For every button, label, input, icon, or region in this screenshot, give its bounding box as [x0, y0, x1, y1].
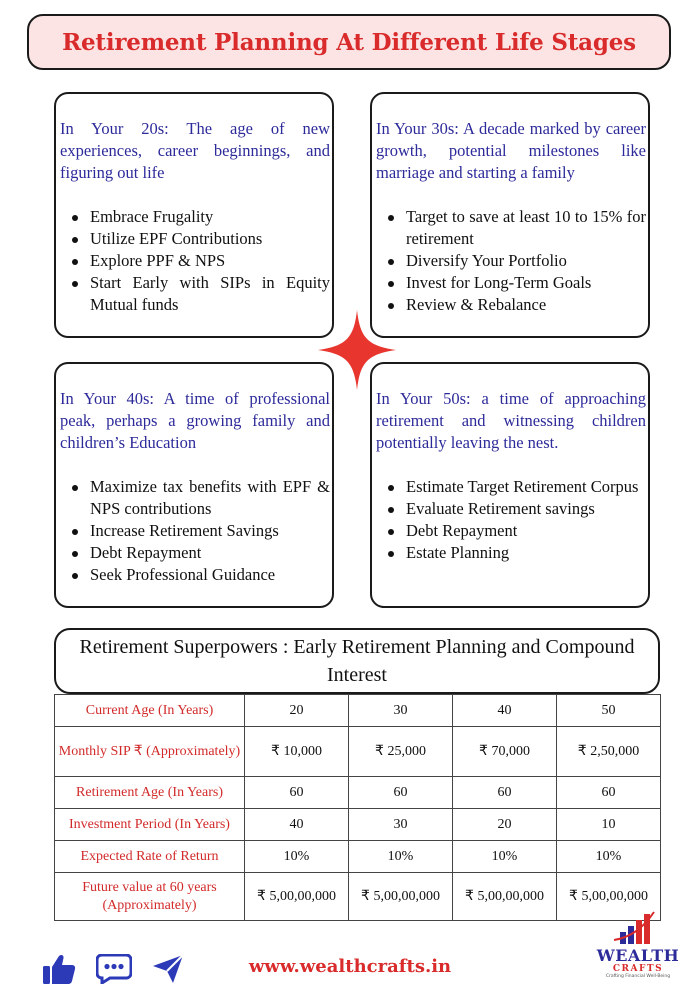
- table-cell: 60: [453, 777, 557, 809]
- list-item: Estate Planning: [384, 542, 646, 564]
- row-label: Expected Rate of Return: [55, 841, 245, 873]
- row-label: Investment Period (In Years): [55, 809, 245, 841]
- table-cell: ₹ 5,00,00,000: [245, 873, 349, 921]
- title-banner: [27, 14, 671, 70]
- table-cell: 50: [557, 695, 661, 727]
- table-cell: 10%: [557, 841, 661, 873]
- four-point-star-icon: [318, 310, 396, 390]
- table-cell: ₹ 25,000: [349, 727, 453, 777]
- list-item: Target to save at least 10 to 15% for retirement: [384, 206, 646, 250]
- list-item: Embrace Frugality: [68, 206, 330, 228]
- logo-wordmark: WEALTH: [596, 946, 680, 965]
- stage-points: [384, 476, 646, 564]
- logo-tagline: Crafting Financial Well-Being: [605, 974, 671, 979]
- table-cell: ₹ 5,00,00,000: [349, 873, 453, 921]
- table-cell: 30: [349, 809, 453, 841]
- list-item: Increase Retirement Savings: [68, 520, 330, 542]
- stage-points: [68, 206, 330, 316]
- stage-points: [68, 476, 330, 586]
- list-item: Start Early with SIPs in Equity Mutual funds: [68, 272, 330, 316]
- table-cell: ₹ 5,00,00,000: [557, 873, 661, 921]
- table-cell: 60: [349, 777, 453, 809]
- table-row: [55, 777, 661, 809]
- list-item: Explore PPF & NPS: [68, 250, 330, 272]
- table-cell: 10%: [453, 841, 557, 873]
- table-cell: 10%: [349, 841, 453, 873]
- row-label: Monthly SIP ₹ (Approximately): [55, 727, 245, 777]
- table-cell: 40: [453, 695, 557, 727]
- row-label: Retirement Age (In Years): [55, 777, 245, 809]
- list-item: Maximize tax benefits with EPF & NPS contributions: [68, 476, 330, 520]
- table-cell: 30: [349, 695, 453, 727]
- stage-card-40s: [54, 362, 334, 608]
- table-heading-box: [54, 628, 660, 694]
- table-row: [55, 841, 661, 873]
- table-cell: ₹ 70,000: [453, 727, 557, 777]
- list-item: Estimate Target Retirement Corpus: [384, 476, 646, 498]
- table-cell: ₹ 10,000: [245, 727, 349, 777]
- table-heading: Retirement Superpowers : Early Retirement Planning and Compound Interest: [79, 636, 635, 686]
- stage-card-30s: [370, 92, 650, 338]
- table-cell: 10%: [245, 841, 349, 873]
- page-title: Retirement Planning At Different Life Stages: [62, 28, 636, 56]
- list-item: Debt Repayment: [384, 520, 646, 542]
- stage-intro: In Your 20s: The age of new experiences, career beginnings, and figuring out life: [60, 119, 330, 182]
- row-label: Current Age (In Years): [55, 695, 245, 727]
- table-cell: 10: [557, 809, 661, 841]
- list-item: Review & Rebalance: [384, 294, 646, 316]
- table-cell: 20: [453, 809, 557, 841]
- wealth-crafts-logo: [588, 910, 688, 990]
- list-item: Evaluate Retirement savings: [384, 498, 646, 520]
- stage-intro: In Your 30s: A decade marked by career growth, potential milestones like marriage and starting a family: [376, 119, 646, 182]
- stage-card-50s: [370, 362, 650, 608]
- table-row: [55, 727, 661, 777]
- stage-card-20s: [54, 92, 334, 338]
- website-link[interactable]: www.wealthcrafts.in: [248, 956, 452, 977]
- list-item: Utilize EPF Contributions: [68, 228, 330, 250]
- table-cell: 60: [557, 777, 661, 809]
- list-item: Diversify Your Portfolio: [384, 250, 646, 272]
- table-cell: 60: [245, 777, 349, 809]
- table-row: [55, 695, 661, 727]
- list-item: Invest for Long-Term Goals: [384, 272, 646, 294]
- bar-chart-logo-icon: [588, 910, 688, 944]
- table-cell: 40: [245, 809, 349, 841]
- sip-table: [54, 694, 661, 921]
- table-row: [55, 809, 661, 841]
- stage-intro: In Your 40s: A time of professional peak, perhaps a growing family and children’s Education: [60, 389, 330, 452]
- logo-subword: CRAFTS: [612, 964, 664, 974]
- stage-points: [384, 206, 646, 316]
- table-cell: ₹ 2,50,000: [557, 727, 661, 777]
- row-label: Future value at 60 years (Approximately): [55, 873, 245, 921]
- table-cell: 20: [245, 695, 349, 727]
- list-item: Seek Professional Guidance: [68, 564, 330, 586]
- table-row: [55, 873, 661, 921]
- table-cell: ₹ 5,00,00,000: [453, 873, 557, 921]
- list-item: Debt Repayment: [68, 542, 330, 564]
- stage-intro: In Your 50s: a time of approaching retirement and witnessing children potentially leaving the nest.: [376, 389, 646, 452]
